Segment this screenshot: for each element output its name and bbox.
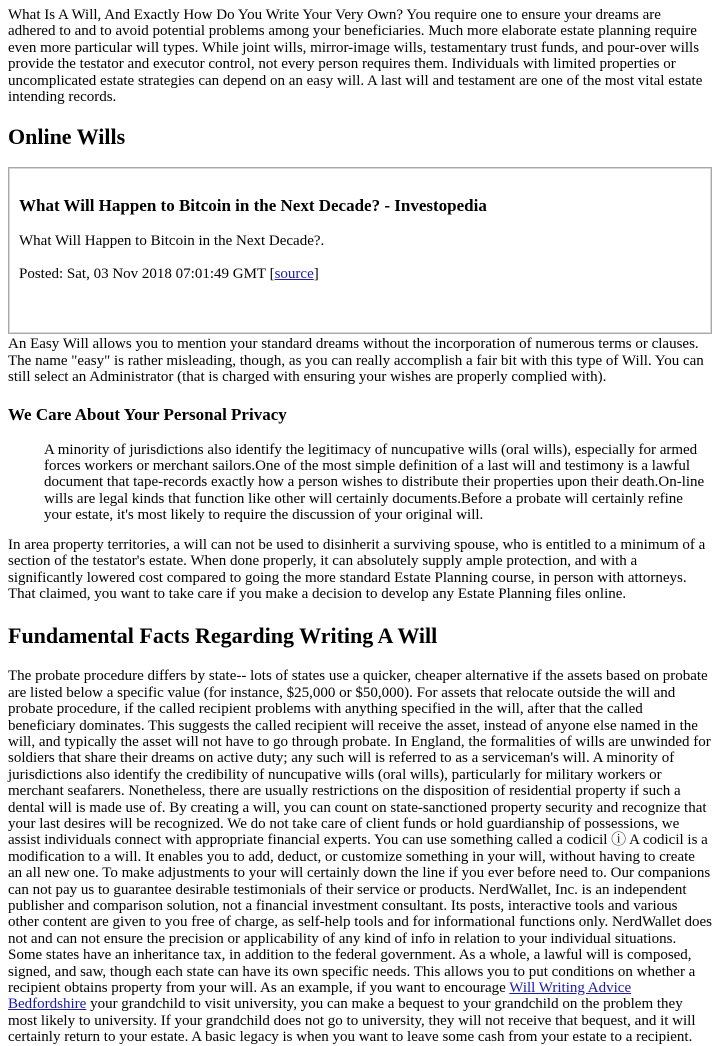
posted-bracket: ] — [313, 265, 319, 282]
news-posted — [19, 266, 701, 282]
news-box — [8, 167, 712, 334]
heading-fundamental-facts: Fundamental Facts Regarding Writing A Will — [8, 623, 438, 649]
news-summary: What Will Happen to Bitcoin in the Next Decade?. — [19, 233, 325, 250]
easy-will-paragraph: An Easy Will allows you to mention your standard dreams without the incorporation of numerous terms or clauses. The name "easy" is rather misleading, though, as you can really accomplish a fair bit with this type of Will. You can still select an Administrator (that is charged with ensuring your wishes are properly complied with). — [8, 336, 704, 386]
facts-text-continued: your grandchild to visit university, you can make a bequest to your grandchild on the problem they most likely to university. If your grandchild does not go to university, they will not receive that bequest, and it will certainly return to your estate. A basic legacy is when you want to leave some cash from your estate to a recipient. — [8, 996, 696, 1046]
area-property-paragraph: In area property territories, a will can not be used to disinherit a surviving spouse, who is entitled to a minimum of a section of the testator's estate. When done properly, it can absolutely supply ample protection, and with a significantly lowered cost compared to going the more standard Estate Planning course, in person with attorneys. That claimed, you want to take care if you make a decision to develop any Estate Planning files online. — [8, 536, 706, 602]
source-link[interactable]: source — [274, 265, 314, 282]
intro-paragraph: What Is A Will, And Exactly How Do You Write Your Very Own? You require one to ensure your dreams are adhered to and to avoid potential problems among your beneficiaries. Much more elaborate estate planning require even more particular will types. While joint wills, mirror-image wills, testamentary trust funds, and pour-over wills provide the testator and executor control, not every person requires them. Individuals with limited properties or uncomplicated estate strategies can depend on an easy will. A last will and testament are one of the most vital estate intending records. — [8, 7, 703, 106]
blockquote: A minority of jurisdictions also identify the legitimacy of nuncupative wills (oral wills), especially for armed forces workers or merchant sailors.One of the most simple definition of a last will and testimony is a lawful document that tape-records exactly how a person wishes to distribute their properties upon their death.On-line wills are legal kinds that function like other will certainly documents.Before a probate will certainly refine your estate, it's most likely to require the discussion of your original will. — [44, 441, 705, 524]
heading-online-wills: Online Wills — [8, 124, 126, 150]
facts-text: The probate procedure differs by state-- lots of states use a quicker, cheaper alternative if the assets based on probate are listed below a specific value (for instance, $25,000 or $50,000). For assets that relocate outside the will and probate procedure, if the called recipient problems with anything specified in the will, after that the called beneficiary dominates. This suggests the called recipient will receive the asset, instead of anyone else named in the will, and typically the asset will not have to go through probate. In England, the formalities of wills are unwinded for soldiers that share their dreams on active duty; any such will is referred to as a serviceman's will. A minority of jurisdictions also identify the credibility of nuncupative wills (oral wills), particularly for military workers or merchant seafarers. Nonetheless, there are usually restrictions on the disposition of residential property if such a dental will is made use of. By creating a will, you can count on state-sanctioned property security and recognize that your last desires will be recognized. We do not take care of client funds or hold guardianship of possessions, we assist individuals connect with appropriate financial experts. You can use something called a codicil ⓘ A codicil is a modification to a will. It enables you to add, deduct, or customize something in your will, without having to create an all new one. To make adjustments to your will certainly down the line if you ever before need to. Our companions can not pay us to guarantee desirable testimonials of their service or products. NerdWallet, Inc. is an independent publisher and comparison solution, not a financial investment consultant. Its posts, interactive tools and various other content are given to you free of charge, as self-help tools and for informational functions only. NerdWallet does not and can not ensure the precision or applicability of any kind of info in relation to your individual situations. Some states have an inheritance tax, in addition to the federal government. As a whole, a lawful will is composed, signed, and saw, though each state can have its own specific needs. This allows you to put conditions on whether a recipient obtains property from your will. As an example, if you want to encourage — [8, 668, 712, 997]
facts-paragraph — [8, 668, 712, 1045]
heading-privacy: We Care About Your Personal Privacy — [8, 404, 287, 424]
news-title: What Will Happen to Bitcoin in the Next Decade? - Investopedia — [19, 196, 487, 216]
will-writing-link[interactable]: Will Writing Advice Bedfordshire — [8, 980, 632, 1013]
posted-text: Posted: Sat, 03 Nov 2018 07:01:49 GMT [ — [19, 265, 275, 282]
